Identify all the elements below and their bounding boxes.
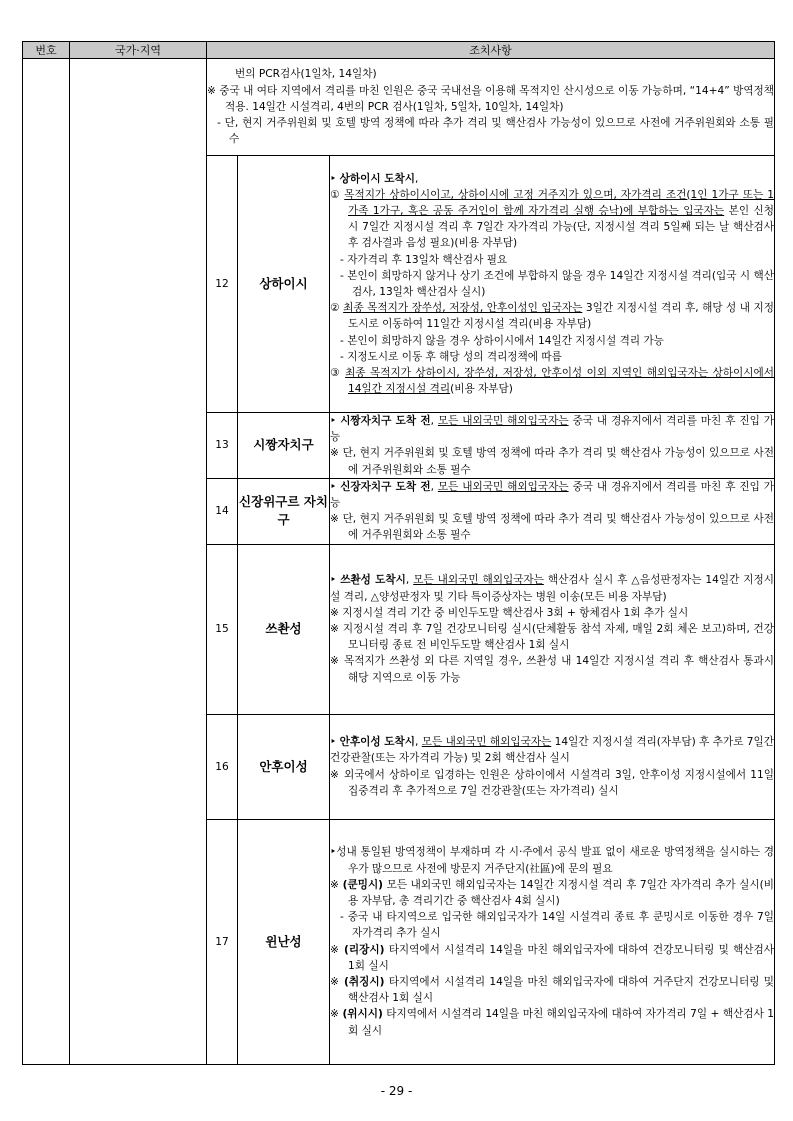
quarantine-measures-table [22,41,775,1065]
region-name: 안후이성 [238,714,330,819]
bullet-icon: ‣ [330,415,337,427]
measure-note: ※ (취징시) 타지역에서 시설격리 14일을 마친 해외입국자에 대하여 거주단지 건강모니터링 및 핵산검사 1회 실시 [330,976,775,1005]
continued-content [207,59,775,156]
region-name: 윈난성 [238,819,330,1064]
measure-sub: - 본인이 희망하지 않거나 상기 조건에 부합하지 않을 경우 14일간 지정시설 격리(입국 시 핵산검사, 13일차 핵산검사 실시) [340,269,775,298]
measure-sub: - 자가격리 후 13일차 핵산검사 필요 [340,253,508,266]
row-number: 13 [207,413,238,479]
measure-content: ‣ 시짱자치구 도착 전, 모든 내외국민 해외입국자는 중국 내 경유지에서 격리를 마친 후 진입 가능 ※ 단, 현지 거주위원회 및 호텔 방역 정책에 따라 추가 격리 및 핵산검사 가능성이 있으므로 사전에 거주위원회와 소통 필수 [330,413,775,479]
row-number: 16 [207,714,238,819]
measure-note: ※ 지정시설 격리 기간 중 비인두도말 핵산검사 3회 + 항체검사 1회 추가 실시 [330,606,689,619]
measure-note: ※ (위시시) 타지역에서 시설격리 14일을 마친 해외입국자에 대하여 자가격리 7일 + 핵산검사 1회 실시 [330,1008,775,1037]
row-number: 17 [207,819,238,1064]
header-measures: 조치사항 [207,42,775,59]
bullet-icon: ‣ [330,480,337,493]
measure-item: ③ 최종 목적지가 상하이시, 장쑤성, 저장성, 안후이성 이외 지역인 해외입국자는 상하이시에서 14일간 지정시설 격리(비용 자부담) [330,367,774,396]
region-name: 쓰촨성 [238,544,330,714]
measure-content: ‣ 쓰촨성 도착시, 모든 내외국민 해외입국자는 핵산검사 실시 후 △음성판정자는 14일간 지정시설 격리, △양성판정자 및 기타 특이증상자는 병원 이송(모든 비용 자부담) ※ 지정시설 격리 기간 중 비인두도말 핵산검사 3회 + 항체검사 1회 추가 실시 ※ 지정시설 격리 후 7일 건강모니터링 실시(단체활동 참석 자제, 매일 2회 체온 보고)하며, 건강모니터링 종료 전 비인두도말 핵산검사 1회 실시 ※ 목적지가 쓰촨성 외 다른 지역일 경우, 쓰촨성 내 14일간 지정시설 격리 후 핵산검사 통과시 해당 지역으로 이동 가능 [330,544,775,714]
page-number: - 29 - [380,1084,413,1098]
measure-note: ※ (쿤밍시) 모든 내외국민 해외입국자는 14일간 지정시설 격리 후 7일간 자가격리 추가 실시(비용 자부담, 총 격리기간 중 핵산검사 4회 실시) [330,878,775,908]
continued-line-1: 번의 PCR검사(1일차, 14일차) [235,68,377,81]
outer-no-cell [23,59,70,1065]
continued-sub: - 단, 현지 거주위원회 및 호텔 방역 정책에 따라 추가 격리 및 핵산검사 가능성이 있으므로 사전에 거주위원회와 소통 필수 [217,117,775,146]
measure-note: ※ (리장시) 타지역에서 시설격리 14일을 마친 해외입국자에 대하여 건강모니터링 및 핵산검사 1회 실시 [330,943,775,972]
outer-region-cell [70,59,207,1065]
bullet-icon: ‣ [330,736,337,749]
region-name: 시짱자치구 [238,413,330,479]
table-header-row [23,42,775,59]
measure-content: ‣ 신장자치구 도착 전, 모든 내외국민 해외입국자는 중국 내 경유지에서 격리를 마친 후 진입 가능 ※ 단, 현지 거주위원회 및 호텔 방역 정책에 따라 추가 격리 및 핵산검사 가능성이 있으므로 사전에 거주위원회와 소통 필수 [330,478,775,544]
measure-content: ‣ 안후이성 도착시, 모든 내외국민 해외입국자는 14일간 지정시설 격리(자부담) 후 추가로 7일간 건강관찰(또는 자가격리 가능) 및 2회 핵산검사 실시 ※ 외국에서 상하이로 입경하는 인원은 상하이에서 시설격리 3일, 안후이성 지정시설에서 11일 집중격리 후 추가적으로 7일 건강관찰(또는 자가격리) 실시 [330,714,775,819]
bullet-icon: ‣ [330,846,337,859]
header-no: 번호 [23,42,70,59]
region-name: 신장위구르 자치구 [238,478,330,544]
bullet-icon: ‣ [330,574,337,587]
measure-item: ① 목적지가 상하이시이고, 상하이시에 고정 거주지가 있으며, 자가격리 조건(1인 1가구 또는 1가족 1가구, 혹은 공동 주거인이 함께 자가격리 실행 승낙)에 부합하는 입국자는 본인 신청 시 7일간 지정시설 격리 후 7일간 자가격리 가능(단, 지정시설 격리 5일째 되는 날 핵산검사 후 검사결과 음성 필요)(비용 자부담) [330,188,775,250]
row-number: 15 [207,544,238,714]
measure-item: ② 최종 목적지가 장쑤성, 저장성, 안후이성인 입국자는 3일간 지정시설 격리 후, 해당 성 내 지정도시로 이동하여 11일간 지정시설 격리(비용 자부담) [330,302,775,331]
measure-sub: - 중국 내 타지역으로 입국한 해외입국자가 14일 시설격리 종료 후 쿤밍시로 이동한 경우 7일 자가격리 추가 실시 [340,911,775,940]
measure-note: ※ 단, 현지 거주위원회 및 호텔 방역 정책에 따라 추가 격리 및 핵산검사 가능성이 있으므로 사전에 거주위원회와 소통 필수 [330,513,775,542]
measure-title: 상하이시 도착시 [339,172,415,185]
measure-note: ※ 단, 현지 거주위원회 및 호텔 방역 정책에 따라 추가 격리 및 핵산검사 가능성이 있으므로 사전에 거주위원회와 소통 필수 [330,447,775,476]
row-number: 12 [207,156,238,413]
bullet-icon: ‣ [330,172,337,185]
measure-note: ※ 지정시설 격리 후 7일 건강모니터링 실시(단체활동 참석 자제, 매일 2회 체온 보고)하며, 건강모니터링 종료 전 비인두도말 핵산검사 1회 실시 [330,623,775,652]
measure-content: ‣성내 통일된 방역정책이 부재하며 각 시·주에서 공식 발표 없이 새로운 방역정책을 실시하는 경우가 많으므로 사전에 방문지 거주단지(社區)에 문의 필요 ※ (쿤밍시) 모든 내외국민 해외입국자는 14일간 지정시설 격리 후 7일간 자가격리 추가 실시(비용 자부담, 총 격리기간 중 핵산검사 4회 실시) - 중국 내 타지역으로 입국한 해외입국자가 14일 시설격리 종료 후 쿤밍시로 이동한 경우 7일 자가격리 추가 실시 ※ (리장시) 타지역에서 시설격리 14일을 마친 해외입국자에 대하여 건강모니터링 및 핵산검사 1회 실시 ※ (취징시) 타지역에서 시설격리 14일을 마친 해외입국자에 대하여 거주단지 건강모니터링 및 핵산검사 1회 실시 ※ (위시시) 타지역에서 시설격리 14일을 마친 해외입국자에 대하여 자가격리 7일 + 핵산검사 1회 실시 [330,819,775,1064]
header-region: 국가·지역 [70,42,207,59]
region-name: 상하이시 [238,156,330,413]
measure-sub: - 지정도시로 이동 후 해당 성의 격리정책에 따름 [340,350,562,363]
measure-note: ※ 목적지가 쓰촨성 외 다른 지역일 경우, 쓰촨성 내 14일간 지정시설 격리 후 핵산검사 통과시 해당 지역으로 이동 가능 [330,655,775,684]
row-number: 14 [207,478,238,544]
measure-content: ‣ 상하이시 도착시, ① 목적지가 상하이시이고, 상하이시에 고정 거주지가 있으며, 자가격리 조건(1인 1가구 또는 1가족 1가구, 혹은 공동 주거인이 함께 자가격리 실행 승낙)에 부합하는 입국자는 본인 신청 시 7일간 지정시설 격리 후 7일간 자가격리 가능(단, 지정시설 격리 5일째 되는 날 핵산검사 후 검사결과 음성 필요)(비용 자부담) - 자가격리 후 13일차 핵산검사 필요 - 본인이 희망하지 않거나 상기 조건에 부합하지 않을 경우 14일간 지정시설 격리(입국 시 핵산검사, 13일차 핵산검사 실시) ② 최종 목적지가 장쑤성, 저장성, 안후이성인 입국자는 3일간 지정시설 격리 후, 해당 성 내 지정도시로 이동하여 11일간 지정시설 격리(비용 자부담) - 본인이 희망하지 않을 경우 상하이시에서 14일간 지정시설 격리 가능 - 지정도시로 이동 후 해당 성의 격리정책에 따름 ③ 최종 목적지가 상하이시, 장쑤성, 저장성, 안후이성 이외 지역인 해외입국자는 상하이시에서 14일간 지정시설 격리(비용 자부담) [330,156,775,413]
measure-note: ※ 외국에서 상하이로 입경하는 인원은 상하이에서 시설격리 3일, 안후이성 지정시설에서 11일 집중격리 후 추가적으로 7일 건강관찰(또는 자가격리) 실시 [330,768,775,797]
continued-note: ※ 중국 내 여타 지역에서 격리를 마친 인원은 중국 국내선을 이용해 목적지인 산시성으로 이동 가능하며, “14+4” 방역정책 적용. 14일간 시설격리, 4번의 PCR 검사(1일차, 5일차, 10일차, 14일차) [207,84,775,113]
measure-sub: - 본인이 희망하지 않을 경우 상하이시에서 14일간 지정시설 격리 가능 [340,334,664,347]
table-row [23,59,775,156]
